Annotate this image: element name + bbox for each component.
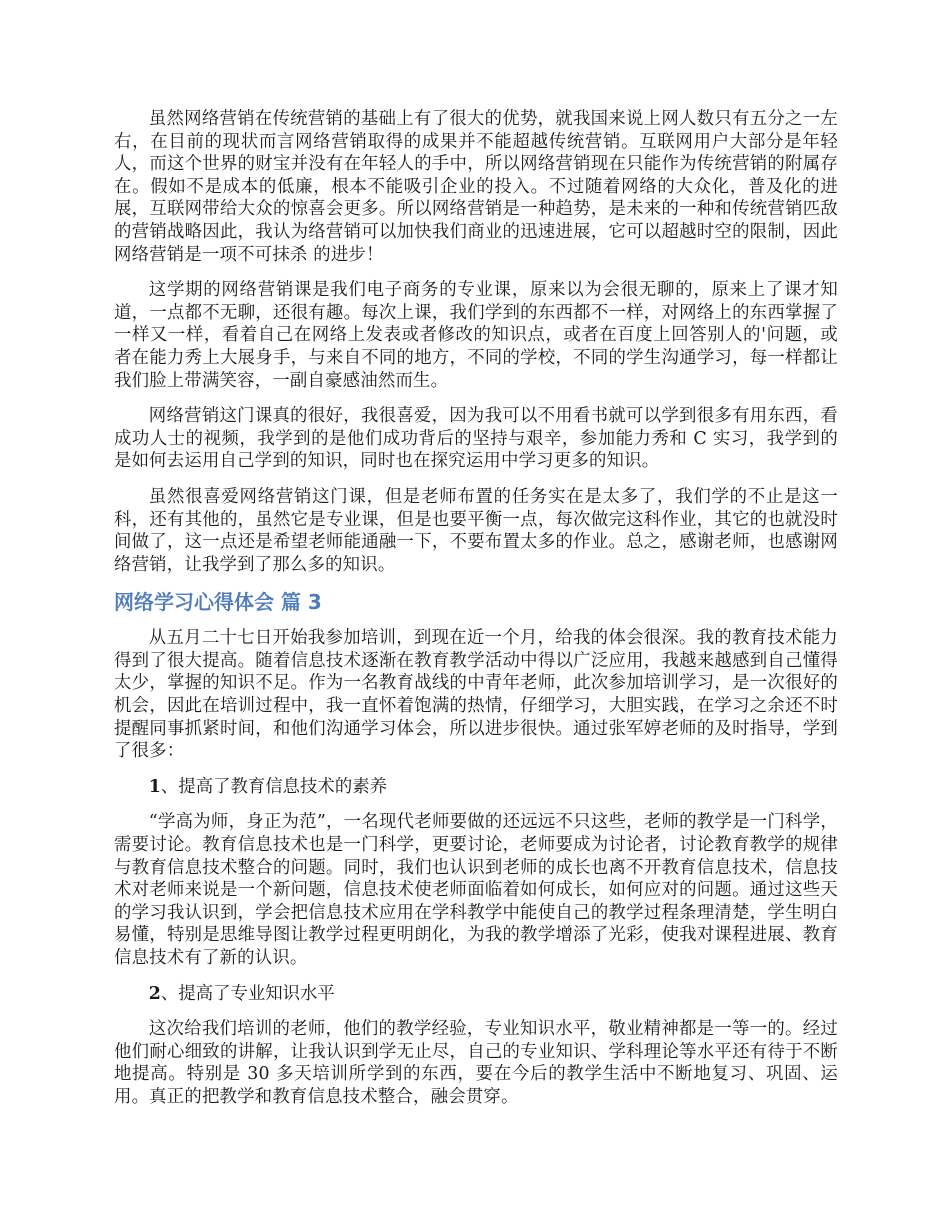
paragraph: 网络营销这门课真的很好，我很喜爱，因为我可以不用看书就可以学到很多有用东西，看成功人士的视频，我学到的是他们成功背后的坚持与艰辛，参加能力秀和 C 实习，我学到的是如何去运用自己学到的知识，同时也在探究运用中学习更多的知识。 <box>114 406 838 472</box>
point-heading <box>114 776 838 799</box>
paragraph: “学高为师，身正为范”，一名现代老师要做的还远远不只这些，老师的教学是一门科学，需要讨论。教育信息技术也是一门科学，更要讨论，老师要成为讨论者，讨论教育教学的规律与教育信息技术整合的问题。同时，我们也认识到老师的成长也离不开教育信息技术，信息技术对老师来说是一个新问题，信息技术使老师面临着如何成长，如何应对的问题。通过这些天的学习我认识到，学会把信息技术应用在学科教学中能使自己的教学过程条理清楚，学生明白易懂，特别是思维导图让教学过程更明朗化，为我的教学增添了光彩，使我对课程进展、教育信息技术有了新的认识。 <box>114 812 838 968</box>
paragraph: 这学期的网络营销课是我们电子商务的专业课，原来以为会很无聊的，原来上了课才知道，一点都不无聊，还很有趣。每次上课，我们学到的东西都不一样，对网络上的东西掌握了一样又一样，看着自己在网络上发表或者修改的知识点，或者在百度上回答别人的'问题，或者在能力秀上大展身手，与来自不同的地方，不同的学校，不同的学生沟通学习，每一样都让我们脸上带满笑容，一副自豪感油然而生。 <box>114 280 838 391</box>
point-number: 2 <box>148 983 161 1004</box>
document-page <box>114 108 838 1122</box>
section-heading: 网络学习心得体会 篇 3 <box>114 590 322 615</box>
point-title: 、提高了教育信息技术的素养 <box>160 776 387 797</box>
point-heading <box>114 983 838 1006</box>
point-title: 、提高了专业知识水平 <box>160 983 335 1004</box>
paragraph: 虽然很喜爱网络营销这门课，但是老师布置的任务实在是太多了，我们学的不止是这一科，还有其他的，虽然它是专业课，但是也要平衡一点，每次做完这科作业，其它的也就没时间做了，这一点还是希望老师能通融一下，不要布置太多的作业。总之，感谢老师，也感谢网络营销，让我学到了那么多的知识。 <box>114 486 838 575</box>
paragraph: 虽然网络营销在传统营销的基础上有了很大的优势，就我国来说上网人数只有五分之一左右，在目前的现状而言网络营销取得的成果并不能超越传统营销。互联网用户大部分是年轻人，而这个世界的财宝并没有在年轻人的手中，所以网络营销现在只能作为传统营销的附属存在。假如不是成本的低廉，根本不能吸引企业的投入。不过随着网络的大众化，普及化的进展，互联网带给大众的惊喜会更多。所以网络营销是一种趋势，是未来的一种和传统营销匹敌的营销战略因此，我认为络营销可以加快我们商业的迅速进展，它可以超越时空的限制，因此网络营销是一项不可抹杀 的进步！ <box>114 109 838 265</box>
paragraph: 从五月二十七日开始我参加培训，到现在近一个月，给我的体会很深。我的教育技术能力得到了很大提高。随着信息技术逐渐在教育教学活动中得以广泛应用，我越来越感到自己懂得太少，掌握的知识不足。作为一名教育战线的中青年老师，此次参加培训学习，是一次很好的机会，因此在培训过程中，我一直怀着饱满的热情，仔细学习，大胆实践，在学习之余还不时提醒同事抓紧时间，和他们沟通学习体会，所以进步很快。通过张军婷老师的及时指导，学到了很多： <box>114 628 838 762</box>
point-number: 1 <box>148 776 161 797</box>
paragraph: 这次给我们培训的老师，他们的教学经验，专业知识水平，敬业精神都是一等一的。经过他们耐心细致的讲解，让我认识到学无止尽，自己的专业知识、学科理论等水平还有待于不断地提高。特别是 30 多天培训所学到的东西，要在今后的教学生活中不断地复习、巩固、运用。真正的把教学和教育信息技术整合，融会贯穿。 <box>114 1019 838 1107</box>
